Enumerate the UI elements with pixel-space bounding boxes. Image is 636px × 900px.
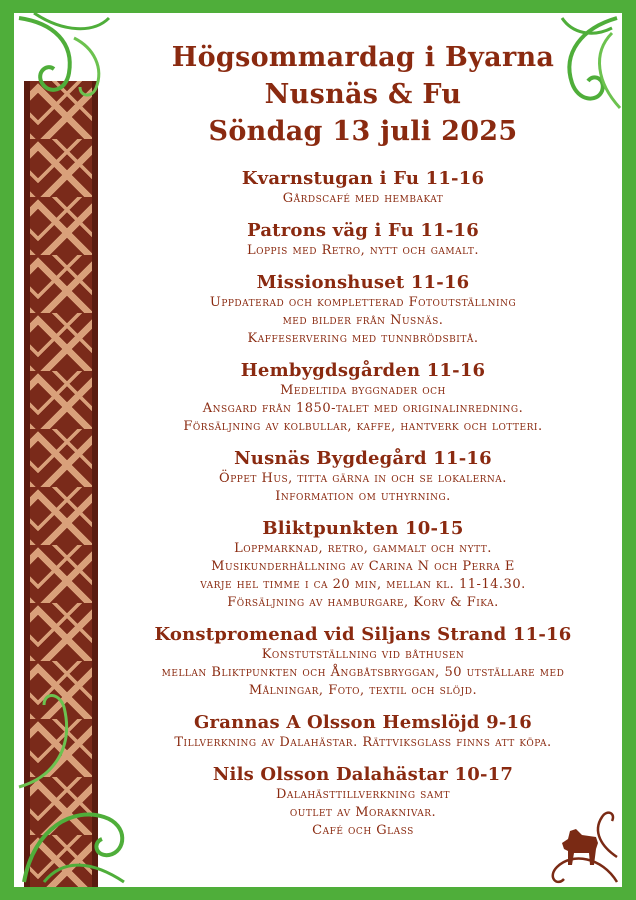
- event-description-line: Loppmarknad, retro, gammalt och nytt.: [234, 541, 492, 556]
- event-title: Kvarnstugan i Fu 11-16: [241, 168, 485, 189]
- title-line-3: Söndag 13 juli 2025: [208, 116, 518, 147]
- event-item: [104, 272, 622, 348]
- event-description-line: Ansgard från 1850-talet med originalinredning.: [202, 401, 524, 416]
- event-item: [104, 764, 622, 840]
- event-description-line: Kaffeservering med tunnbrödsbitå.: [247, 331, 479, 346]
- event-item: [104, 712, 622, 752]
- event-description-line: Uppdaterad och kompletterad Fotoutställning: [209, 295, 517, 310]
- page-title: [104, 39, 622, 150]
- title-line-1: Högsommardag i Byarna: [171, 42, 555, 73]
- event-item: [104, 360, 622, 436]
- event-title: Missionshuset 11-16: [256, 272, 470, 293]
- event-description-line: Öppet Hus, titta gärna in och se lokalerna.: [219, 471, 507, 486]
- event-description-line: Loppis med Retro, nytt och gamalt.: [246, 243, 480, 258]
- event-description-line: Café och Glass: [312, 823, 414, 838]
- poster-content: [104, 39, 622, 852]
- event-description-line: outlet av Moraknivar.: [289, 805, 437, 820]
- event-title: Nusnäs Bygdegård 11-16: [234, 448, 492, 469]
- event-item: [104, 624, 622, 700]
- event-title: Hembygdsgården 11-16: [240, 360, 486, 381]
- poster: [14, 13, 622, 887]
- event-description-line: mellan Bliktpunkten och Ångbåtsbryggan, 50 utställare med: [161, 665, 565, 680]
- event-description-line: Medeltida byggnader och: [280, 383, 446, 398]
- event-item: [104, 168, 622, 208]
- event-description-line: Försäljning av kolbullar, kaffe, hantverk och lotteri.: [183, 419, 543, 434]
- event-title: Konstpromenad vid Siljans Strand 11-16: [154, 624, 572, 645]
- event-description-line: Information om uthyrning.: [275, 489, 451, 504]
- event-description-line: Konstutställning vid båthusen: [261, 647, 465, 662]
- event-item: [104, 448, 622, 506]
- event-description-line: Dalahästtillverkning samt: [275, 787, 451, 802]
- event-item: [104, 518, 622, 612]
- event-description-line: Målningar, Foto, textil och slöjd.: [248, 683, 478, 698]
- title-line-2: Nusnäs & Fu: [264, 79, 462, 110]
- event-description-line: Tillverkning av Dalahästar. Rättviksglass finns att köpa.: [174, 735, 552, 750]
- event-description-line: Försäljning av hamburgare, Korv & Fika.: [227, 595, 499, 610]
- event-item: [104, 220, 622, 260]
- event-description-line: med bilder från Nusnäs.: [282, 313, 444, 328]
- event-description-line: varje hel timme i ca 20 min, mellan kl. 11-14.30.: [200, 577, 526, 592]
- event-description-line: Gårdscafé med hembakat: [282, 191, 444, 206]
- event-description-line: Musikunderhållning av Carina N och Perra E: [211, 559, 515, 574]
- event-list: [104, 168, 622, 840]
- event-title: Patrons väg i Fu 11-16: [247, 220, 479, 241]
- event-title: Bliktpunkten 10-15: [262, 518, 464, 539]
- event-title: Nils Olsson Dalahästar 10-17: [212, 764, 514, 785]
- event-title: Grannas A Olsson Hemslöjd 9-16: [193, 712, 533, 733]
